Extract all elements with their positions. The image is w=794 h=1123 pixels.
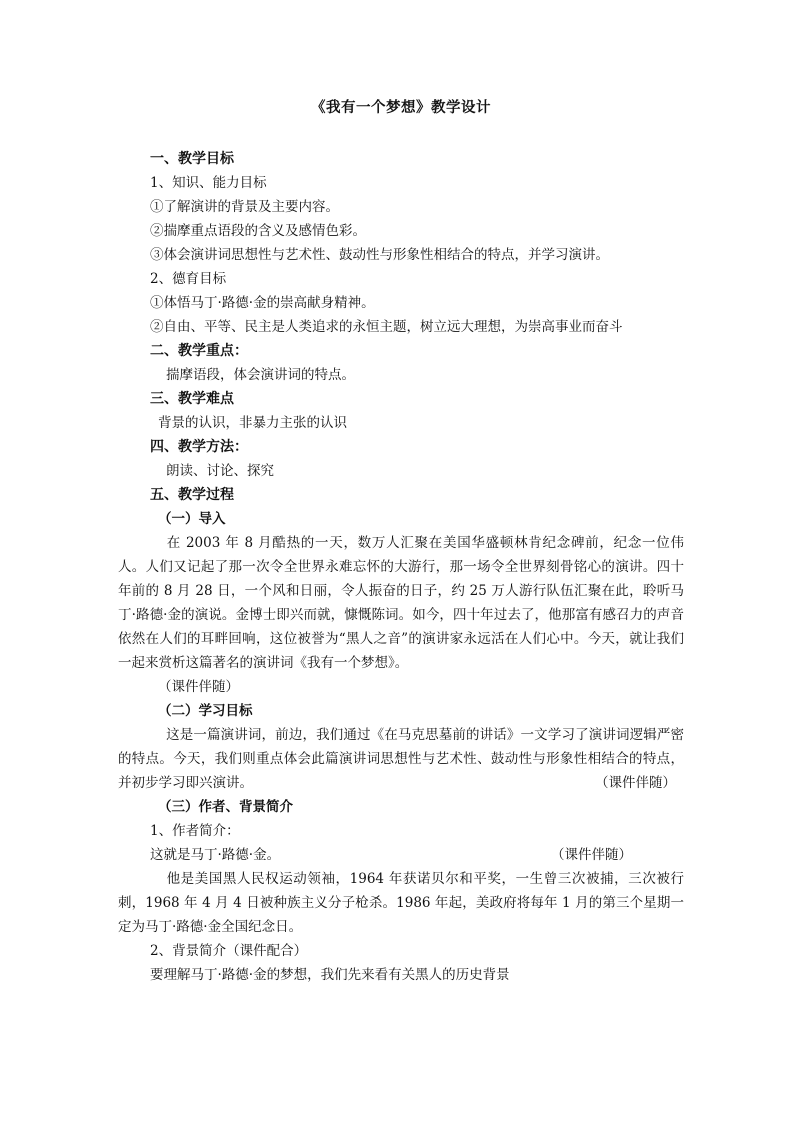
author-paragraph: 他是美国黑人民权运动领袖，1964 年获诺贝尔和平奖，一生曾三次被捕，三次被行刺，1968 年 4 月 4 日被种族主义分子枪杀。1986 年起，美政府将每年 1 月的第三个星期一定为马丁·路德·金全国纪念日。 <box>118 871 684 935</box>
document-body <box>118 96 684 987</box>
intro-paragraph: 在 2003 年 8 月酷热的一天，数万人汇聚在美国华盛顿林肯纪念碑前，纪念一位伟人。人们又记起了那一次令全世界永难忘怀的大游行，那一场令全世界刻骨铭心的演讲。四十年前的 8 月 28 日，一个风和日丽，令人振奋的日子，约 25 万人游行队伍汇聚在此，聆听马丁·路德·金的演说。金博士即兴而就，慷慨陈词。如今，四十年过去了，他那富有感召力的声音依然在人们的耳畔回响，这位被誉为“黑人之音”的演讲家永远活在人们心中。今天，就让我们一起来赏析这篇著名的演讲词《我有一个梦想》。 <box>118 535 684 671</box>
subheading-moral: 2、德育目标 <box>150 271 227 287</box>
courseware-note: （课件伴随） <box>158 679 239 695</box>
subsection-heading-goals: （二）学习目标 <box>158 703 253 719</box>
objective-item: ②揣摩重点语段的含义及感情色彩。 <box>150 223 366 239</box>
objective-item: ②自由、平等、民主是人类追求的永恒主题，树立远大理想，为崇高事业而奋斗 <box>150 319 623 335</box>
courseware-note: （课件伴随） <box>551 847 632 863</box>
author-line: 这就是马丁·路德·金。 （课件伴随） <box>150 843 684 867</box>
courseware-note: （课件伴随） <box>595 775 676 791</box>
section-heading-key-points: 二、教学重点： <box>150 343 248 359</box>
key-points-text: 揣摩语段，体会演讲词的特点。 <box>166 367 355 383</box>
background-text: 要理解马丁·路德·金的梦想，我们先来看有关黑人的历史背景 <box>150 967 510 983</box>
subsection-heading-intro: （一）导入 <box>158 511 226 527</box>
objective-item: ①体悟马丁·路德·金的崇高献身精神。 <box>150 295 375 311</box>
subheading-knowledge: 1、知识、能力目标 <box>150 175 267 191</box>
section-heading-difficulties: 三、教学难点 <box>150 391 234 407</box>
objective-item: ③体会演讲词思想性与艺术性、鼓动性与形象性相结合的特点，并学习演讲。 <box>150 247 609 263</box>
section-heading-methods: 四、教学方法： <box>150 439 248 455</box>
difficulties-text: 背景的认识，非暴力主张的认识 <box>158 415 347 431</box>
objective-item: ①了解演讲的背景及主要内容。 <box>150 199 339 215</box>
document-title: 《我有一个梦想》教学设计 <box>311 99 491 116</box>
subheading-background: 2、背景简介（课件配合） <box>150 943 308 959</box>
subsection-heading-author: （三）作者、背景简介 <box>158 799 293 815</box>
goals-paragraph: 这是一篇演讲词，前边，我们通过《在马克思墓前的讲话》一文学习了演讲词逻辑严密的特点。今天，我们则重点体会此篇演讲词思想性与艺术性、鼓动性与形象性相结合的特点，并初步学习即兴演讲。 （课件伴随） <box>118 723 684 795</box>
methods-text: 朗读、讨论、探究 <box>166 463 274 479</box>
section-heading-objectives: 一、教学目标 <box>150 151 234 167</box>
subheading-author-intro: 1、作者简介： <box>150 823 240 839</box>
section-heading-process: 五、教学过程 <box>150 487 234 503</box>
